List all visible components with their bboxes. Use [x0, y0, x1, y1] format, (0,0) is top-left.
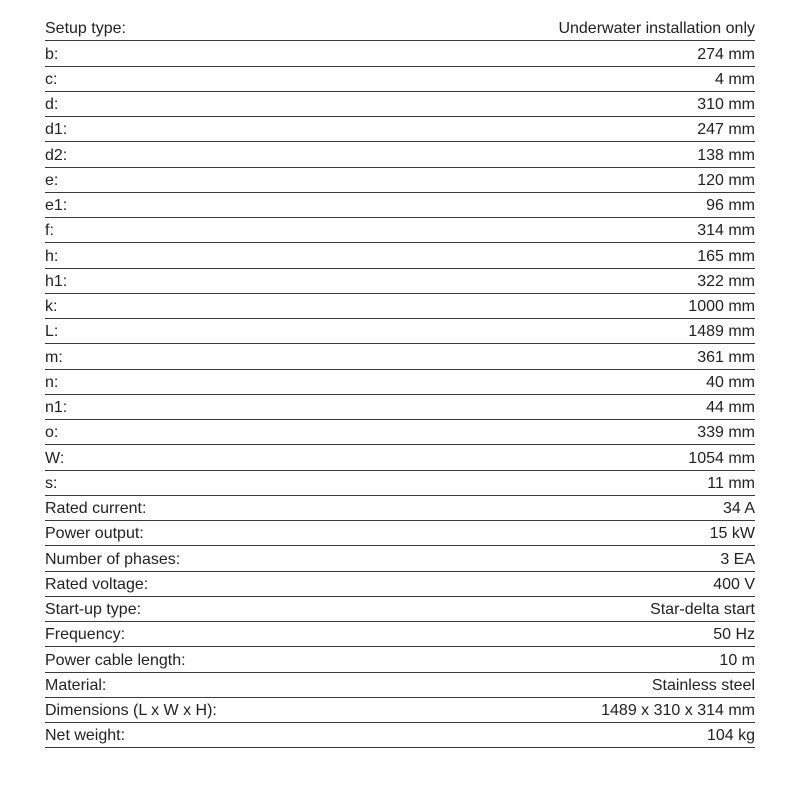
spec-row-start-up-type [45, 597, 755, 622]
spec-value: 4 mm [715, 70, 755, 88]
spec-row-power-output [45, 521, 755, 546]
spec-label: W: [45, 449, 65, 467]
spec-row-net-weight [45, 723, 755, 748]
spec-row-d1 [45, 117, 755, 142]
spec-label: d1: [45, 121, 68, 139]
spec-label: Start-up type: [45, 601, 142, 618]
spec-label: d: [45, 96, 59, 113]
spec-row-e1 [45, 193, 755, 218]
spec-row-power-cable-length [45, 647, 755, 672]
spec-label: k: [45, 298, 58, 315]
spec-value: 138 mm [697, 146, 755, 164]
spec-value: 310 mm [697, 96, 755, 113]
spec-value: 44 mm [706, 399, 755, 416]
spec-row-n1 [45, 395, 755, 420]
spec-row-e [45, 168, 755, 193]
spec-value: 1054 mm [688, 449, 755, 467]
spec-row-m [45, 344, 755, 369]
spec-label: e: [45, 171, 59, 189]
spec-label: c: [45, 70, 58, 88]
spec-row-b [45, 41, 755, 66]
spec-label: L: [45, 323, 59, 341]
spec-value: 104 kg [706, 727, 755, 745]
spec-row-l [45, 319, 755, 344]
spec-label: o: [45, 424, 59, 442]
spec-value: 11 mm [707, 474, 755, 492]
spec-row-h [45, 243, 755, 268]
spec-label: f: [45, 222, 54, 240]
spec-row-w [45, 445, 755, 470]
spec-label: Number of phases: [45, 550, 181, 568]
spec-value: 34 A [722, 500, 755, 517]
spec-value: 165 mm [697, 247, 755, 265]
spec-value: 1489 x 310 x 314 mm [601, 702, 755, 719]
spec-label: n1: [45, 399, 68, 416]
spec-label: Net weight: [45, 727, 126, 745]
spec-row-number-of-phases [45, 546, 755, 571]
spec-value: 120 mm [697, 171, 755, 189]
spec-label: m: [45, 348, 63, 366]
spec-row-rated-current [45, 496, 755, 521]
spec-value: 400 V [713, 575, 755, 593]
spec-row-k [45, 294, 755, 319]
spec-row-rated-voltage [45, 572, 755, 597]
spec-label: Power cable length: [45, 651, 186, 669]
spec-label: h: [45, 247, 59, 265]
spec-label: Material: [45, 676, 107, 694]
spec-value: 96 mm [706, 197, 755, 214]
spec-label: n: [45, 373, 59, 391]
spec-row-f [45, 218, 755, 243]
spec-label: Setup type: [45, 20, 126, 38]
spec-value: 40 mm [706, 373, 755, 391]
spec-row-setup-type [45, 16, 755, 41]
spec-row-s [45, 471, 755, 496]
spec-row-c [45, 67, 755, 92]
spec-label: Rated current: [45, 500, 147, 517]
spec-value: 1489 mm [688, 323, 755, 341]
spec-label: Rated voltage: [45, 575, 149, 593]
spec-value: 15 kW [709, 525, 755, 543]
spec-value: 361 mm [697, 348, 755, 366]
spec-label: d2: [45, 146, 68, 164]
spec-label: e1: [45, 197, 68, 214]
spec-value: 247 mm [697, 121, 755, 139]
spec-row-d2 [45, 142, 755, 167]
spec-label: Frequency: [45, 626, 126, 644]
spec-value: 10 m [719, 651, 755, 669]
spec-row-n [45, 370, 755, 395]
spec-table [45, 16, 755, 748]
spec-value: Stainless steel [651, 676, 755, 694]
spec-row-o [45, 420, 755, 445]
spec-row-dimensions [45, 698, 755, 723]
spec-row-h1 [45, 269, 755, 294]
spec-value: 274 mm [697, 45, 755, 63]
spec-value: Star-delta start [650, 601, 755, 618]
spec-value: 339 mm [697, 424, 755, 442]
spec-value: Underwater installation only [558, 20, 755, 38]
spec-label: Dimensions (L x W x H): [45, 702, 217, 719]
spec-row-frequency [45, 622, 755, 647]
spec-row-d [45, 92, 755, 117]
spec-label: Power output: [45, 525, 144, 543]
spec-value: 1000 mm [688, 298, 755, 315]
spec-value: 314 mm [697, 222, 755, 240]
spec-label: s: [45, 474, 58, 492]
spec-label: b: [45, 45, 59, 63]
spec-label: h1: [45, 272, 68, 290]
spec-row-material [45, 673, 755, 698]
spec-value: 322 mm [697, 272, 755, 290]
spec-value: 50 Hz [713, 626, 755, 644]
spec-value: 3 EA [720, 550, 755, 568]
